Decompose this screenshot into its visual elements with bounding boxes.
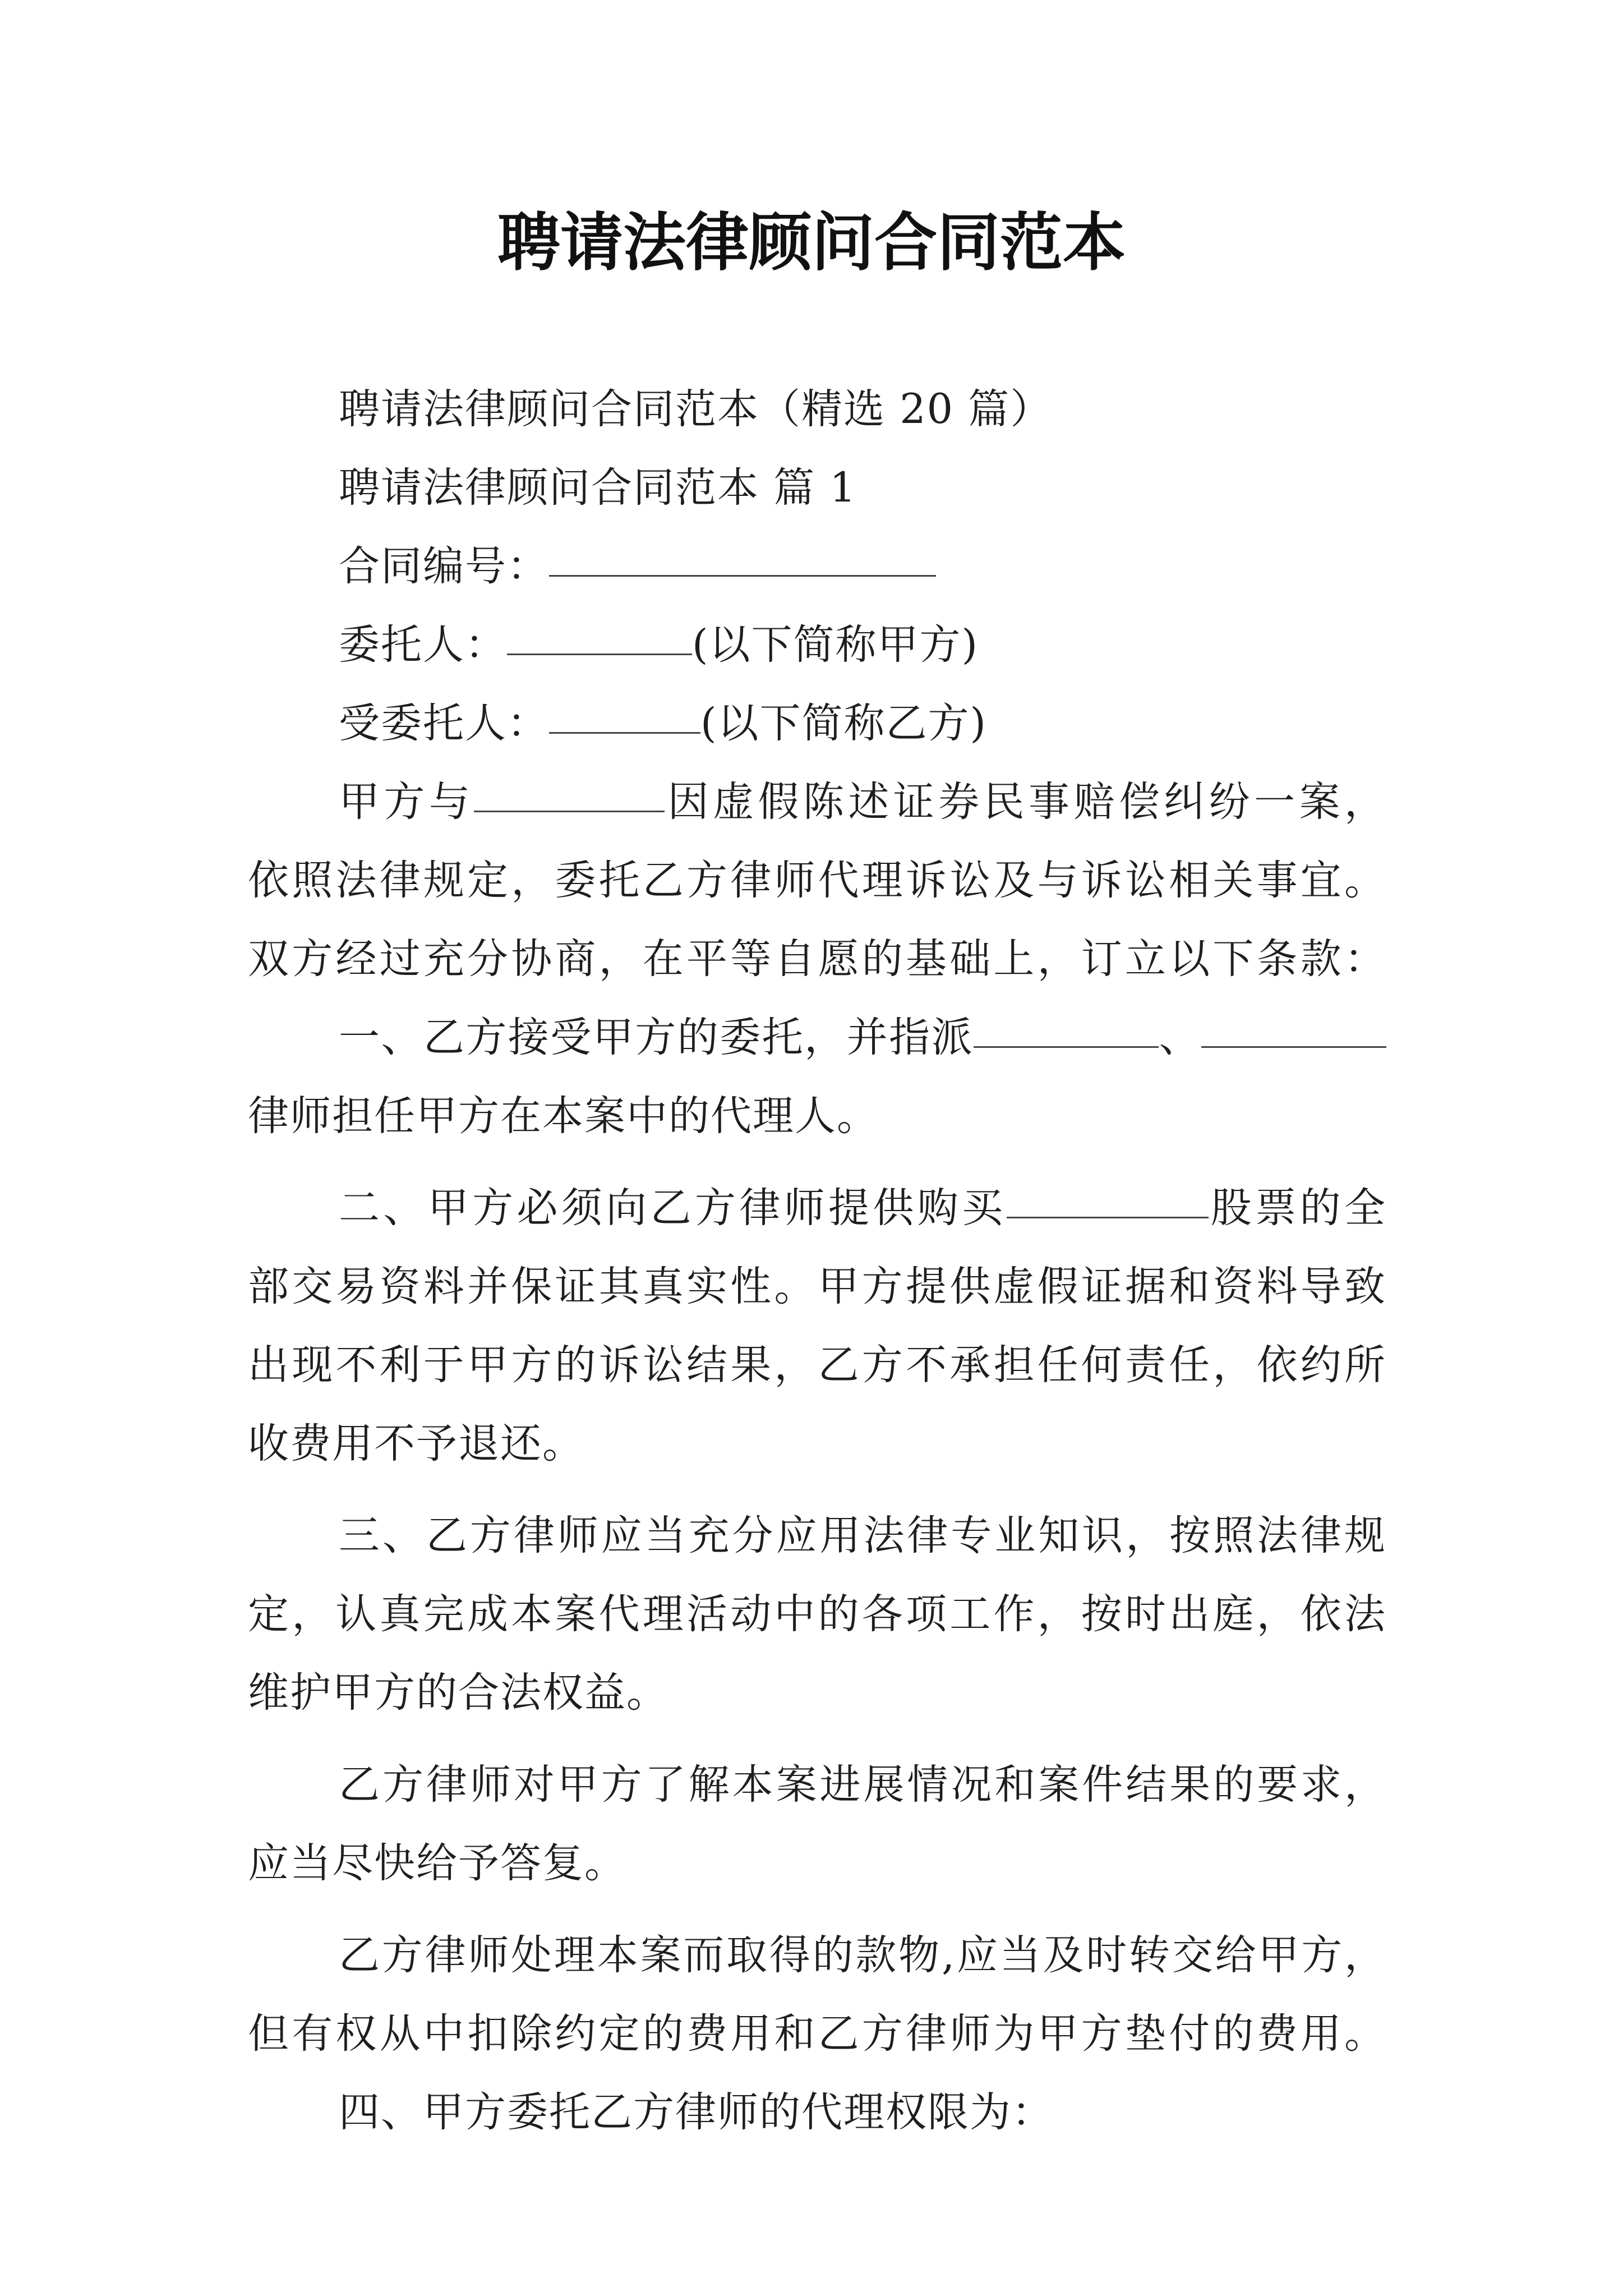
clause-2-text-b: 股票的全 bbox=[1208, 1184, 1387, 1232]
clause-1-separator: 、 bbox=[1159, 1014, 1202, 1061]
clause-1-line-2: 律师担任甲方在本案中的代理人。 bbox=[248, 1092, 879, 1140]
clause-2-text-a: 二、甲方必须向乙方律师提供购买 bbox=[339, 1184, 1007, 1232]
para-4-line-2: 应当尽快给予答复。 bbox=[248, 1839, 626, 1887]
chapter-heading: 聘请法律顾问合同范本 篇 1 bbox=[339, 464, 857, 512]
clause-1-line-1 bbox=[248, 999, 1386, 1077]
intro-line-1 bbox=[248, 763, 1386, 841]
clause-4: 四、甲方委托乙方律师的代理权限为： bbox=[339, 2088, 1054, 2136]
agent-line bbox=[248, 684, 1386, 763]
agent-label: 受委托人： bbox=[339, 700, 549, 747]
lawyer-1-blank[interactable] bbox=[974, 1046, 1159, 1048]
document-body bbox=[248, 370, 1386, 2152]
stock-blank[interactable] bbox=[1007, 1217, 1209, 1218]
lawyer-2-blank[interactable] bbox=[1201, 1046, 1386, 1048]
client-line bbox=[248, 606, 1386, 684]
intro-line-2: 依照法律规定，委托乙方律师代理诉讼及与诉讼相关事宜。 bbox=[248, 857, 1386, 904]
para-5-line-1: 乙方律师处理本案而取得的款物,应当及时转交给甲方， bbox=[339, 1931, 1386, 1979]
clause-3-line-3: 维护甲方的合法权益。 bbox=[248, 1669, 668, 1717]
intro-line-3: 双方经过充分协商，在平等自愿的基础上，订立以下条款： bbox=[248, 935, 1386, 983]
opponent-blank[interactable] bbox=[474, 811, 665, 812]
agent-suffix: (以下简称乙方) bbox=[700, 700, 987, 747]
intro-text-b: 因虚假陈述证券民事赔偿纠纷一案， bbox=[665, 778, 1387, 826]
clause-2-line-4: 收费用不予退还。 bbox=[248, 1420, 584, 1467]
intro-text-a: 甲方与 bbox=[339, 778, 474, 826]
clause-2-line-2: 部交易资料并保证其真实性。甲方提供虚假证据和资料导致 bbox=[248, 1263, 1386, 1310]
client-label: 委托人： bbox=[339, 621, 507, 669]
contract-number-label: 合同编号： bbox=[339, 542, 549, 590]
para-4-line-1: 乙方律师对甲方了解本案进展情况和案件结果的要求， bbox=[339, 1761, 1386, 1809]
clause-3-line-1: 三、乙方律师应当充分应用法律专业知识，按照法律规 bbox=[339, 1512, 1386, 1559]
subtitle: 聘请法律顾问合同范本（精选 20 篇） bbox=[339, 385, 1053, 433]
para-5-line-2: 但有权从中扣除约定的费用和乙方律师为甲方垫付的费用。 bbox=[248, 2010, 1386, 2058]
client-blank[interactable] bbox=[507, 654, 692, 655]
agent-blank[interactable] bbox=[549, 732, 700, 734]
clause-1-text: 一、乙方接受甲方的委托，并指派 bbox=[339, 1014, 974, 1061]
clause-2-line-3: 出现不利于甲方的诉讼结果，乙方不承担任何责任，依约所 bbox=[248, 1341, 1386, 1389]
client-suffix: (以下简称甲方) bbox=[692, 621, 979, 669]
contract-number-line bbox=[248, 527, 1386, 606]
document-title: 聘请法律顾问合同范本 bbox=[497, 206, 1126, 279]
contract-number-blank[interactable] bbox=[549, 575, 936, 577]
clause-3-line-2: 定，认真完成本案代理活动中的各项工作，按时出庭，依法 bbox=[248, 1590, 1386, 1638]
clause-2-line-1 bbox=[248, 1169, 1386, 1248]
